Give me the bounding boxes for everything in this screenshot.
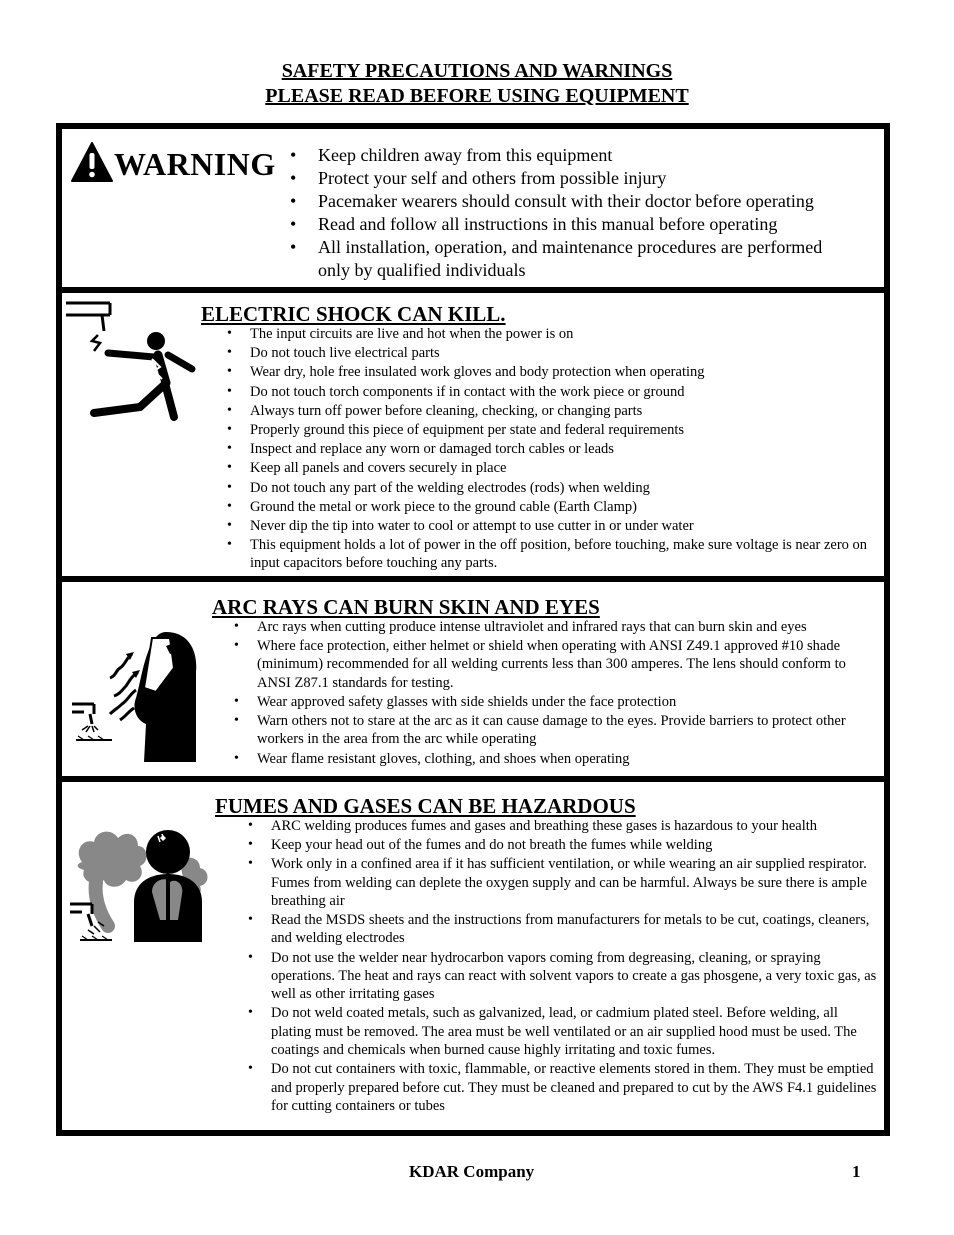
list-item: • Read and follow all instructions in this manual before operating [290,213,858,236]
list-item: • Read the MSDS sheets and the instructions from manufacturers for metals to be cut, coatings, cleaners, and welding electrodes [248,911,878,948]
list-item: • Where face protection, either helmet or shield when operating with ANSI Z49.1 approved #10 shade (minimum) recommended for all welding currents less than 300 amperes. The lens should conform to ANSI Z87.1 standards for testing. [234,637,866,692]
list-item: • Do not use the welder near hydrocarbon vapors coming from degreasing, cleaning, or spraying operations. The heat and rays can react with solvent vapors to create a gas phosgene, a very toxic gas, as well as other irritating gases [248,949,878,1004]
list-item: • Do not touch live electrical parts [227,344,877,362]
list-item: • Wear flame resistant gloves, clothing, and shoes when operating [234,750,866,768]
page-title-line-2: PLEASE READ BEFORE USING EQUIPMENT [265,85,689,107]
electric-shock-panel [62,293,884,576]
list-item: • Do not touch torch components if in contact with the work piece or ground [227,383,877,401]
list-item: • Pacemaker wearers should consult with their doctor before operating [290,190,858,213]
warning-triangle-icon [70,141,114,183]
page-number: 1 [852,1162,861,1181]
list-item: • Do not cut containers with toxic, flammable, or reactive elements stored in them. They must be emptied and properly prepared before cut. They must be cleaned and prepared to cut by the AWS F4.1 guidelines for cutting containers or tubes [248,1060,878,1115]
list-item: • Arc rays when cutting produce intense ultraviolet and infrared rays that can burn skin and eyes [234,618,866,636]
safety-frame [56,123,890,1136]
warning-panel [62,129,884,287]
fumes-gases-panel [62,782,884,1130]
warning-label: WARNING [114,146,276,182]
list-item: • Ground the metal or work piece to the ground cable (Earth Clamp) [227,498,877,516]
list-item: • Inspect and replace any worn or damaged torch cables or leads [227,440,877,458]
electric-shock-title: ELECTRIC SHOCK CAN KILL. [201,302,506,326]
fumes-gases-icon [68,822,218,964]
list-item: • All installation, operation, and maintenance procedures are performed only by qualified individuals [290,236,858,282]
arc-rays-icon [70,628,200,762]
arc-rays-title: ARC RAYS CAN BURN SKIN AND EYES [212,595,600,619]
list-item: • Keep all panels and covers securely in place [227,459,877,477]
list-item: • The input circuits are live and hot when the power is on [227,325,877,343]
footer-company: KDAR Company [409,1162,535,1181]
electric-shock-icon [64,297,200,431]
arc-rays-list [234,618,866,769]
list-item: • Wear approved safety glasses with side shields under the face protection [234,693,866,711]
fumes-gases-title: FUMES AND GASES CAN BE HAZARDOUS [215,794,636,818]
page-title-line-1: SAFETY PRECAUTIONS AND WARNINGS [281,60,673,82]
arc-rays-panel [62,582,884,776]
list-item: • Always turn off power before cleaning, checking, or changing parts [227,402,877,420]
list-item: • Warn others not to stare at the arc as it can cause damage to the eyes. Provide barriers to protect other workers in the area from the arc while operating [234,712,866,749]
warning-list [290,144,858,282]
list-item: • Keep your head out of the fumes and do not breath the fumes while welding [248,836,878,854]
fumes-gases-list [248,817,878,1116]
list-item: • Work only in a confined area if it has sufficient ventilation, or while wearing an air supplied respirator. Fumes from welding can deplete the oxygen supply and can be harmful. Always be sure there is ample breathing air [248,855,878,910]
list-item: • Properly ground this piece of equipment per state and federal requirements [227,421,877,439]
list-item: • Never dip the tip into water to cool or attempt to use cutter in or under water [227,517,877,535]
electric-shock-list [227,325,877,574]
list-item: • ARC welding produces fumes and gases and breathing these gases is hazardous to your health [248,817,878,835]
list-item: • Do not touch any part of the welding electrodes (rods) when welding [227,479,877,497]
list-item: • This equipment holds a lot of power in the off position, before touching, make sure voltage is near zero on input capacitors before touching any parts. [227,536,877,573]
list-item: • Do not weld coated metals, such as galvanized, lead, or cadmium plated steel. Before welding, all plating must be removed. The area must be well ventilated or an air supplied hood must be used. The coatings and chemicals when burned cause highly irritating and toxic fumes. [248,1004,878,1059]
list-item: • Wear dry, hole free insulated work gloves and body protection when operating [227,363,877,381]
list-item: • Protect your self and others from possible injury [290,167,858,190]
list-item: • Keep children away from this equipment [290,144,858,167]
